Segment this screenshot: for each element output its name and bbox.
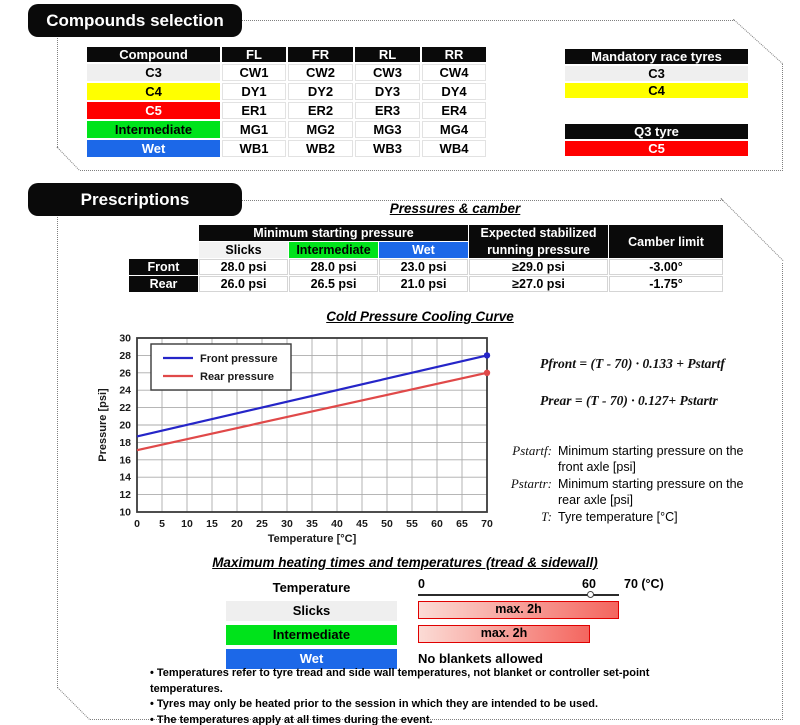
footnote: • The temperatures apply at all times during the event. — [150, 713, 433, 725]
tyre-code: WB4 — [422, 140, 486, 157]
compound-row-intermediate — [87, 121, 486, 138]
col-header-compound: Compound — [87, 47, 220, 62]
compound-name: C4 — [87, 83, 220, 100]
svg-text:10: 10 — [181, 518, 193, 530]
footnote: • Tyres may only be heated prior to the session in which they are intended to be used. — [150, 698, 599, 710]
compound-row-wet — [87, 140, 486, 157]
compound-name: C3 — [87, 64, 220, 81]
svg-text:24: 24 — [119, 384, 131, 397]
front-wet-pressure: 23.0 psi — [379, 259, 468, 275]
heating-label-intermediate: Intermediate — [226, 625, 397, 645]
svg-text:40: 40 — [331, 518, 343, 530]
compounds-header-row — [87, 47, 486, 62]
heating-label-slicks: Slicks — [226, 601, 397, 621]
min-starting-pressure-header: Minimum starting pressure — [199, 225, 468, 241]
compound-row-c3 — [87, 64, 486, 81]
corner-chamfer — [56, 688, 89, 721]
svg-text:20: 20 — [119, 419, 131, 432]
mandatory-tyre: C3 — [565, 66, 748, 81]
compound-name: Intermediate — [87, 121, 220, 138]
rear-slicks-pressure: 26.0 psi — [199, 276, 288, 292]
svg-text:70: 70 — [481, 518, 493, 530]
tyre-code: WB3 — [355, 140, 420, 157]
heating-diagram — [226, 577, 696, 673]
pressures-header-row-1 — [129, 225, 723, 241]
svg-text:Rear pressure: Rear pressure — [200, 370, 274, 383]
tyre-code: ER2 — [288, 102, 353, 119]
heating-bar-slicks: max. 2h — [418, 601, 619, 619]
camber-limit-header: Camber limit — [609, 225, 723, 258]
heating-axis-row — [226, 577, 696, 599]
svg-text:55: 55 — [406, 518, 418, 530]
tyre-code: DY2 — [288, 83, 353, 100]
tyre-code: ER3 — [355, 102, 420, 119]
tyre-code: DY1 — [222, 83, 286, 100]
tyre-code: MG4 — [422, 121, 486, 138]
heating-times-heading: Maximum heating times and temperatures (tread & sidewall) — [212, 555, 598, 570]
q3-tyre-table — [563, 122, 750, 158]
front-camber-limit: -3.00° — [609, 259, 723, 275]
svg-text:22: 22 — [119, 402, 131, 415]
definition-pstartf — [498, 443, 773, 475]
heating-label-wet: Wet — [226, 649, 397, 669]
compound-row-c5 — [87, 102, 486, 119]
svg-text:45: 45 — [356, 518, 368, 530]
svg-text:50: 50 — [381, 518, 393, 530]
axle-label-rear: Rear — [129, 276, 198, 292]
svg-text:30: 30 — [119, 332, 131, 345]
footnote: • Temperatures refer to tyre tread and side wall temperatures, not blanket or controller set-point temperatures. — [150, 667, 650, 695]
spacer-cell — [129, 225, 198, 241]
svg-text:14: 14 — [119, 471, 131, 484]
svg-text:26: 26 — [119, 367, 131, 380]
mandatory-race-tyres-table — [563, 47, 750, 100]
tyre-code: CW2 — [288, 64, 353, 81]
cooling-curve-heading: Cold Pressure Cooling Curve — [326, 309, 514, 324]
tyre-code: DY3 — [355, 83, 420, 100]
prescriptions-banner: Prescriptions — [28, 183, 242, 216]
sub-header-slicks: Slicks — [199, 242, 288, 258]
axis-label-60: 60 — [582, 577, 596, 591]
definition-term: Pstartf: — [512, 443, 552, 458]
axis-label-70: 70 (°C) — [624, 577, 664, 591]
tyre-code: MG1 — [222, 121, 286, 138]
tyre-code: WB1 — [222, 140, 286, 157]
front-intermediate-pressure: 28.0 psi — [289, 259, 378, 275]
col-header-fl: FL — [222, 47, 286, 62]
front-pressure-formula: Pfront = (T - 70) · 0.133 + Pstartf — [540, 356, 725, 371]
tyre-code: CW3 — [355, 64, 420, 81]
svg-text:28: 28 — [119, 349, 131, 362]
front-stabilized-pressure: ≥29.0 psi — [469, 259, 608, 275]
compound-row-c4 — [87, 83, 486, 100]
heating-bar-intermediate: max. 2h — [418, 625, 590, 643]
svg-text:Pressure [psi]: Pressure [psi] — [97, 388, 109, 462]
tyre-code: CW4 — [422, 64, 486, 81]
axis-label-0: 0 — [418, 577, 425, 591]
col-header-rl: RL — [355, 47, 420, 62]
compound-name: Wet — [87, 140, 220, 157]
svg-text:Front pressure: Front pressure — [200, 352, 278, 365]
rear-stabilized-pressure: ≥27.0 psi — [469, 276, 608, 292]
svg-text:5: 5 — [159, 518, 165, 530]
compounds-selection-table — [85, 45, 488, 159]
definition-pstartr — [498, 476, 773, 508]
formula-definitions — [498, 443, 773, 526]
svg-text:Temperature [°C]: Temperature [°C] — [267, 533, 357, 545]
tyre-code: ER1 — [222, 102, 286, 119]
sub-header-intermediate: Intermediate — [289, 242, 378, 258]
cooling-curve-svg — [95, 328, 495, 550]
definition-desc: Minimum starting pressure on the front axle [psi] — [558, 444, 744, 474]
mandatory-race-tyres-header: Mandatory race tyres — [565, 49, 748, 64]
tyre-code: MG3 — [355, 121, 420, 138]
svg-text:65: 65 — [456, 518, 468, 530]
svg-text:30: 30 — [281, 518, 293, 530]
q3-tyre-header: Q3 tyre — [565, 124, 748, 139]
svg-text:35: 35 — [306, 518, 318, 530]
rear-wet-pressure: 21.0 psi — [379, 276, 468, 292]
rear-intermediate-pressure: 26.5 psi — [289, 276, 378, 292]
svg-text:12: 12 — [119, 489, 131, 502]
front-slicks-pressure: 28.0 psi — [199, 259, 288, 275]
svg-text:60: 60 — [431, 518, 443, 530]
svg-text:0: 0 — [134, 518, 140, 530]
rear-pressure-formula: Prear = (T - 70) · 0.127+ Pstartr — [540, 393, 718, 408]
no-blankets-note: No blankets allowed — [418, 651, 543, 666]
pressures-row-rear — [129, 276, 723, 292]
svg-text:25: 25 — [256, 518, 268, 530]
heating-axis — [418, 577, 696, 599]
definition-desc: Tyre temperature [°C] — [558, 510, 678, 524]
tyre-code: DY4 — [422, 83, 486, 100]
pressures-camber-table — [128, 224, 724, 293]
spacer-cell — [129, 242, 198, 258]
axle-label-front: Front — [129, 259, 198, 275]
svg-text:18: 18 — [119, 436, 131, 449]
compounds-selection-banner: Compounds selection — [28, 4, 242, 37]
definition-term: Pstartr: — [510, 476, 552, 491]
svg-text:15: 15 — [206, 518, 218, 530]
definition-desc: Minimum starting pressure on the rear axle [psi] — [558, 477, 744, 507]
definition-term: T: — [541, 509, 552, 524]
heating-row-intermediate — [226, 625, 696, 645]
mandatory-tyre: C4 — [565, 83, 748, 98]
footnotes — [150, 666, 725, 725]
temperature-label: Temperature — [272, 580, 351, 595]
pressures-camber-heading: Pressures & camber — [389, 201, 521, 216]
svg-text:10: 10 — [119, 506, 131, 519]
definition-t — [498, 509, 773, 525]
heating-row-slicks — [226, 601, 696, 621]
svg-text:20: 20 — [231, 518, 243, 530]
axis-tick-60-marker — [587, 591, 594, 598]
stabilized-pressure-header: Expected stabilized running pressure — [469, 225, 608, 258]
tyre-code: ER4 — [422, 102, 486, 119]
sub-header-wet: Wet — [379, 242, 468, 258]
pressures-row-front — [129, 259, 723, 275]
cooling-curve-chart — [95, 328, 495, 550]
compound-name: C5 — [87, 102, 220, 119]
tyre-code: WB2 — [288, 140, 353, 157]
tyre-code: CW1 — [222, 64, 286, 81]
rear-camber-limit: -1.75° — [609, 276, 723, 292]
col-header-fr: FR — [288, 47, 353, 62]
col-header-rr: RR — [422, 47, 486, 62]
q3-tyre: C5 — [565, 141, 748, 156]
svg-text:16: 16 — [119, 454, 131, 467]
tyre-code: MG2 — [288, 121, 353, 138]
